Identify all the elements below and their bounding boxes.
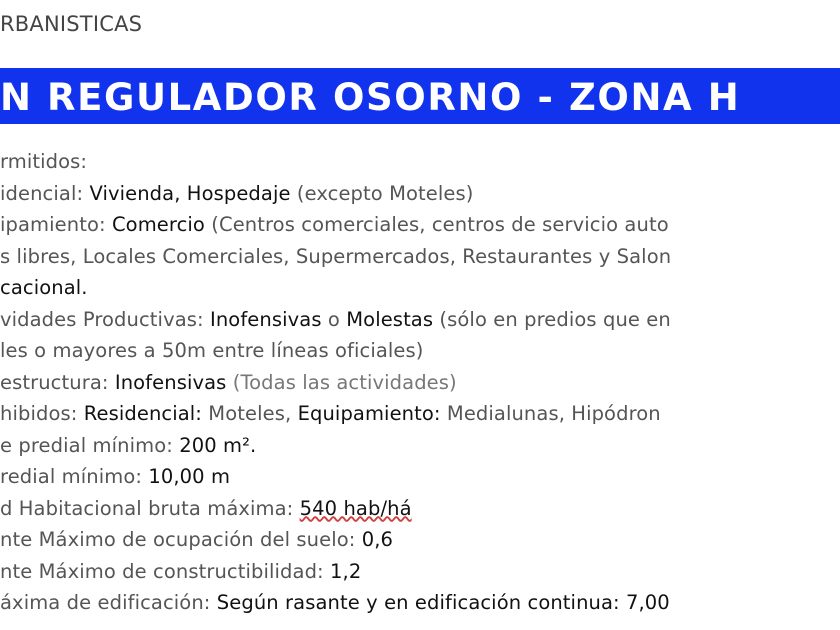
regulation-text-body <box>0 146 840 616</box>
text-line-constructibilidad <box>0 556 840 588</box>
text-line-prohibidos <box>0 398 840 430</box>
line-emphasis: Residencial: <box>83 402 202 425</box>
text-line-educacional <box>0 272 840 304</box>
text-line-actividades-cont <box>0 335 840 367</box>
line-emphasis: 0,6 <box>361 528 394 551</box>
text-line-ocupacion <box>0 524 840 556</box>
line-text: nte Máximo de ocupación del suelo: <box>0 528 362 551</box>
text-line-usos-permitidos <box>0 146 840 178</box>
text-line-equipamiento-cont <box>0 241 840 273</box>
line-text: hibidos: <box>0 402 84 425</box>
text-line-actividades-productivas <box>0 304 840 336</box>
text-line-superficie-predial <box>0 430 840 462</box>
line-emphasis: Molestas <box>346 307 434 331</box>
line-text: les o mayores a 50m entre líneas oficiales) <box>0 339 424 362</box>
line-text: ipamiento: <box>0 213 112 236</box>
line-text: (excepto Moteles) <box>290 181 474 205</box>
line-text: d Habitacional bruta máxima: <box>0 496 300 520</box>
line-text: (Centros comerciales, centros de servicio auto <box>204 213 669 236</box>
line-emphasis: Comercio <box>111 213 205 236</box>
line-text: rmitidos: <box>0 150 88 173</box>
line-emphasis: Vivienda, Hospedaje <box>89 181 291 205</box>
line-text: vidades Productivas: <box>0 307 210 331</box>
line-emphasis: Equipamiento: <box>297 402 441 425</box>
section-header-label: RBANISTICAS <box>0 12 143 36</box>
line-text: estructura: <box>0 370 115 394</box>
text-line-infraestructura <box>0 367 840 399</box>
line-emphasis: 200 m². <box>179 433 257 457</box>
line-emphasis: Inofensivas <box>210 307 322 331</box>
line-text: idencial: <box>0 181 90 205</box>
line-text: Moteles, <box>201 402 298 425</box>
title-banner <box>0 68 840 124</box>
text-line-equipamiento <box>0 209 840 241</box>
line-text: redial mínimo: <box>0 465 149 488</box>
text-line-densidad <box>0 493 840 525</box>
line-text: (sólo en predios que en <box>433 307 671 331</box>
line-emphasis: 540 hab/há <box>299 496 412 520</box>
text-line-residencial <box>0 178 840 210</box>
text-line-frente-predial <box>0 461 840 493</box>
line-emphasis: 10,00 m <box>148 465 231 488</box>
line-text: s libres, Locales Comerciales, Supermercados, Restaurantes y Salon <box>0 244 672 268</box>
page-title: N REGULADOR OSORNO - ZONA H <box>0 76 741 119</box>
line-text: o <box>321 307 347 331</box>
text-line-altura <box>0 587 840 616</box>
line-text: áxima de edificación: <box>0 591 217 614</box>
line-text: Medialunas, Hipódron <box>440 402 661 425</box>
line-emphasis: Según rasante y en edificación continua: 7,00 <box>216 591 670 614</box>
line-text: nte Máximo de constructibilidad: <box>0 559 331 583</box>
line-text: e predial mínimo: <box>0 433 180 457</box>
line-emphasis: 1,2 <box>330 559 362 583</box>
line-emphasis: Inofensivas <box>114 370 227 394</box>
line-text: (Todas las actividades) <box>226 370 457 394</box>
line-emphasis: cacional. <box>0 276 88 299</box>
